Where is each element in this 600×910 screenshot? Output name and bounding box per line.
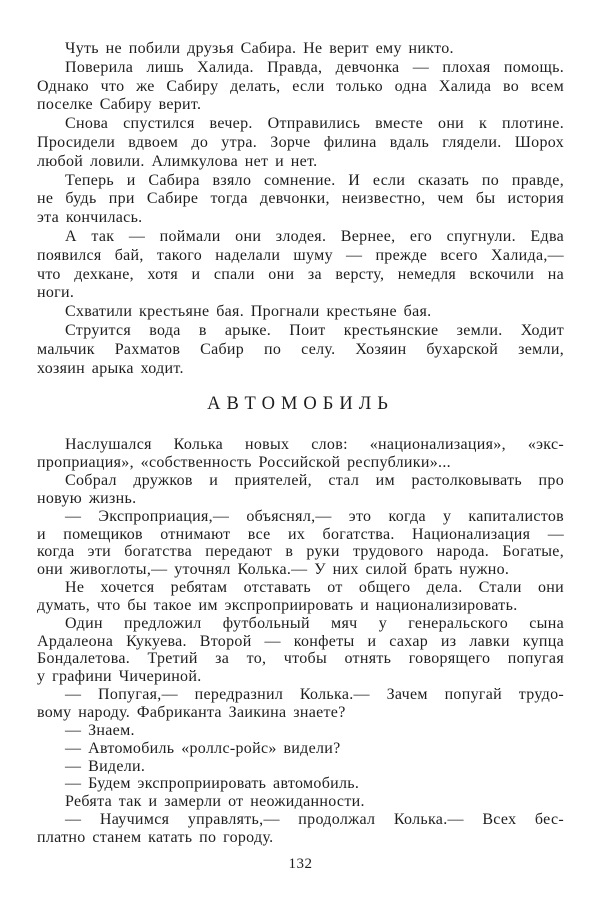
text-line: — Будем экспроприировать автомобиль.: [65, 775, 360, 793]
text-line: когда эти богатства передают в руки трудового народа. Богатые,: [37, 543, 564, 561]
text-line: они живоглоты,— уточнял Колька.— У них силой брать нужно.: [37, 561, 510, 579]
story-heading: АВТОМОБИЛЬ: [207, 394, 394, 415]
text-line: что дехкане, хотя и спали они за версту, немедля вскочили на: [37, 265, 564, 283]
text-line: А так — поймали они злодея. Вернее, его спугнули. Едва: [65, 227, 564, 245]
body-text-story: [37, 436, 564, 846]
text-line: у графини Чичериной.: [37, 668, 202, 686]
text-line: любой ловили. Алимкулова нет и нет.: [37, 152, 318, 170]
text-line: Чуть не побили друзья Сабира. Не верит ему никто.: [65, 40, 454, 57]
text-line: не будь при Сабире тогда девчонки, неизвестно, чем бы история: [37, 190, 564, 208]
text-line: Наслушался Колька новых слов: «национализация», «экс-: [65, 436, 564, 454]
text-line: — Попугая,— передразнил Колька.— Зачем попугай трудо-: [65, 686, 564, 704]
text-line: ноги.: [37, 284, 75, 302]
text-line: Ардалеона Кукуева. Второй — конфеты и сахар из лавки купца: [37, 632, 564, 650]
text-line: Не хочется ребятам отставать от общего дела. Стали они: [65, 579, 564, 597]
text-line: — Видели.: [65, 757, 146, 775]
text-line: Ребята так и замерли от неожиданности.: [65, 793, 365, 811]
text-line: Собрал дружков и приятелей, стал им растолковывать про: [65, 472, 564, 490]
text-line: хозяин арыка ходит.: [37, 359, 184, 377]
text-line: появился бай, такого наделали шуму — прежде всего Халида,—: [37, 246, 564, 264]
text-line: Схватили крестьяне бая. Прогнали крестьяне бая.: [65, 303, 432, 321]
text-line: платно станем катать по городу.: [37, 828, 274, 846]
text-line: Бондалетова. Третий за то, чтобы отнять говорящего попугая: [37, 650, 564, 668]
text-line: — Научимся управлять,— продолжал Колька.— Всех бес-: [65, 811, 564, 829]
text-line: новую жизнь.: [37, 489, 137, 507]
page-number: 132: [288, 855, 313, 872]
body-text-upper: [37, 40, 564, 378]
text-line: проприация», «собственность Российской республики»...: [37, 454, 451, 472]
text-line: думать, что бы такое им экспроприировать и национализировать.: [37, 596, 518, 614]
text-line: и помещиков отнимают все их богатства. Национализация —: [37, 525, 564, 543]
text-line: — Знаем.: [65, 721, 135, 739]
text-line: Поверила лишь Халида. Правда, девчонка — плохая помощь.: [65, 58, 564, 76]
text-line: Один предложил футбольный мяч у генеральского сына: [65, 614, 564, 632]
text-line: — Автомобиль «роллс-ройс» видели?: [65, 739, 341, 757]
text-line: Снова спустился вечер. Отправились вместе они к плотине.: [65, 115, 564, 133]
text-line: Просидели вдвоем до утра. Зорче филина вдаль глядели. Шорох: [37, 133, 564, 151]
text-column: [37, 40, 564, 873]
text-line: мальчик Рахматов Сабир по селу. Хозяин бухарской земли,: [37, 340, 564, 358]
text-line: Однако что же Сабиру делать, если только одна Халида во всем: [37, 77, 564, 95]
text-line: эта кончилась.: [37, 209, 143, 227]
text-line: Теперь и Сабира взяло сомнение. И если сказать по правде,: [65, 171, 564, 189]
text-line: вому народу. Фабриканта Заикина знаете?: [37, 704, 346, 721]
text-line: Струится вода в арыке. Поит крестьянские земли. Ходит: [65, 321, 564, 339]
text-line: — Экспроприация,— объяснял,— это когда у капиталистов: [65, 507, 564, 525]
text-line: поселке Сабиру верит.: [37, 96, 202, 114]
